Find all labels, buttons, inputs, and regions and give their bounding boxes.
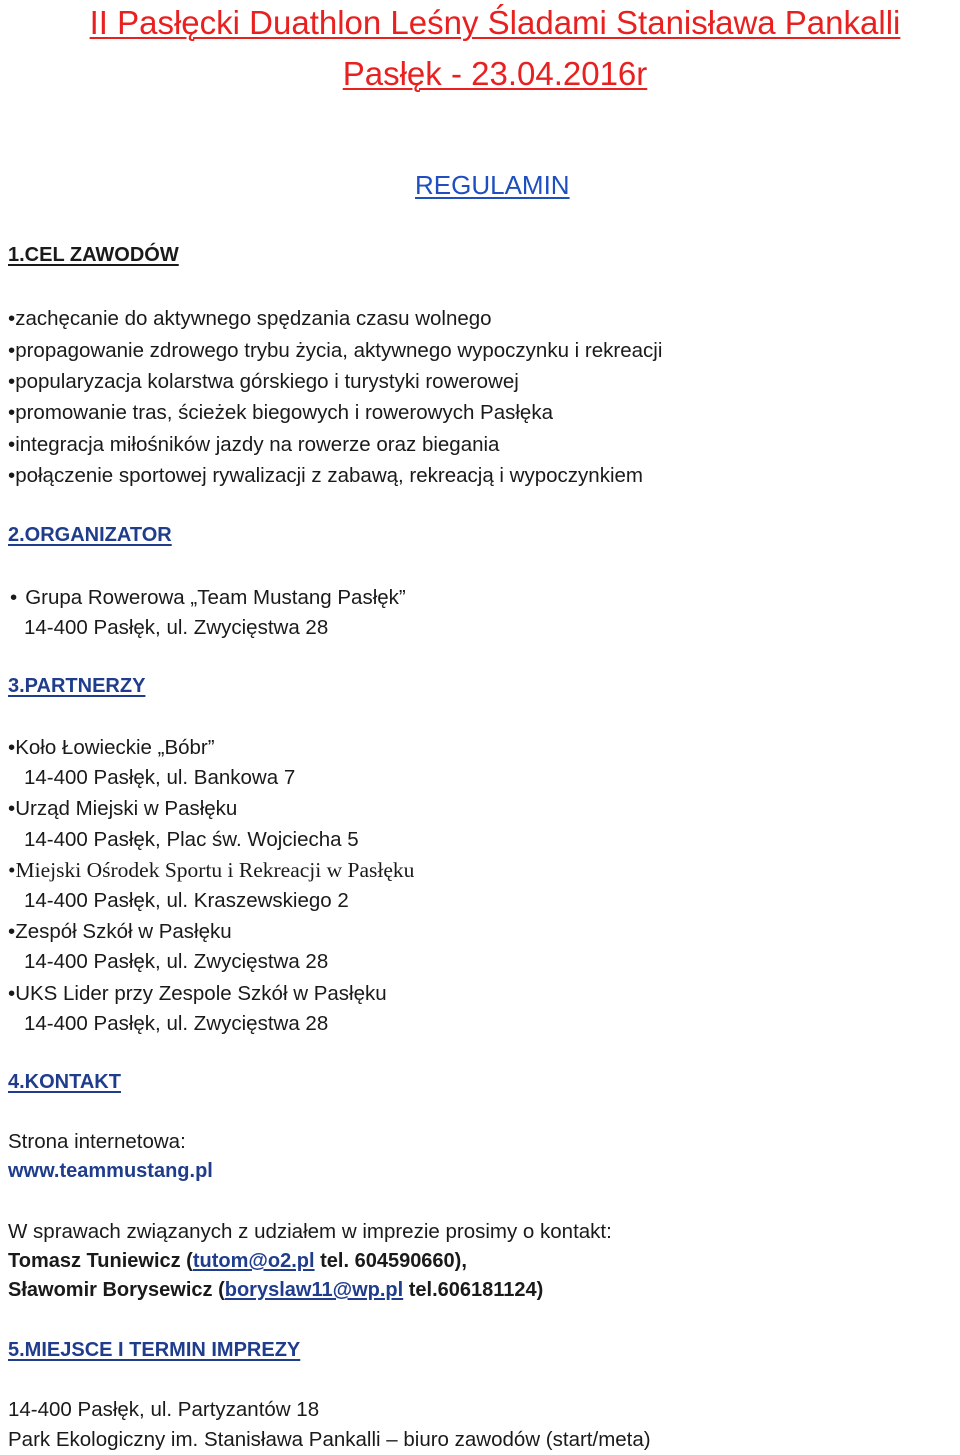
- partner-address: 14-400 Pasłęk, ul. Zwycięstwa 28: [24, 1012, 329, 1035]
- contact-line: Tomasz Tuniewicz (tutom@o2.pl tel. 604590660),: [8, 1250, 467, 1272]
- section-heading-miejsce: 5.MIEJSCE I TERMIN IMPREZY: [8, 1339, 301, 1361]
- document-subtitle-date: Pasłęk - 23.04.2016r: [342, 55, 648, 92]
- event-address: 14-400 Pasłęk, ul. Partyzantów 18: [8, 1398, 320, 1421]
- list-item: •propagowanie zdrowego trybu życia, aktywnego wypoczynku i rekreacji: [8, 339, 663, 362]
- partner-name: •UKS Lider przy Zespole Szkół w Pasłęku: [8, 982, 387, 1005]
- partner-name: •Koło Łowieckie „Bóbr”: [8, 736, 215, 759]
- list-item: •promowanie tras, ścieżek biegowych i rowerowych Pasłęka: [8, 401, 553, 424]
- partner-name: •Zespół Szkół w Pasłęku: [8, 920, 232, 943]
- regulamin-heading: REGULAMIN: [415, 170, 570, 200]
- email-link[interactable]: tutom@o2.pl: [192, 1250, 315, 1272]
- partner-name: •Miejski Ośrodek Sportu i Rekreacji w Pasłęku: [8, 858, 415, 882]
- list-item: •integracja miłośników jazdy na rowerze oraz biegania: [8, 433, 500, 456]
- list-item: •popularyzacja kolarstwa górskiego i turystyki rowerowej: [8, 370, 519, 393]
- website-label: Strona internetowa:: [8, 1130, 186, 1153]
- organizer-address: 14-400 Pasłęk, ul. Zwycięstwa 28: [24, 616, 329, 639]
- document-title: II Pasłęcki Duathlon Leśny Śladami Stanisława Pankalli: [89, 4, 901, 41]
- website-link[interactable]: www.teammustang.pl: [8, 1160, 213, 1182]
- contact-intro: W sprawach związanych z udziałem w imprezie prosimy o kontakt:: [8, 1220, 612, 1243]
- partner-address: 14-400 Pasłęk, ul. Zwycięstwa 28: [24, 950, 329, 973]
- list-item: •połączenie sportowej rywalizacji z zabawą, rekreacją i wypoczynkiem: [8, 464, 643, 487]
- list-item: •zachęcanie do aktywnego spędzania czasu wolnego: [8, 307, 492, 330]
- partner-address: 14-400 Pasłęk, Plac św. Wojciecha 5: [24, 828, 359, 851]
- partner-name: •Urząd Miejski w Pasłęku: [8, 797, 238, 820]
- section-heading-partnerzy: 3.PARTNERZY: [8, 675, 146, 697]
- organizer-name: • Grupa Rowerowa „Team Mustang Pasłęk”: [10, 586, 406, 609]
- partner-address: 14-400 Pasłęk, ul. Bankowa 7: [24, 766, 296, 789]
- section-heading-cel: 1.CEL ZAWODÓW: [8, 244, 179, 266]
- contact-line: Sławomir Borysewicz (boryslaw11@wp.pl tel.606181124): [8, 1279, 544, 1301]
- email-link[interactable]: boryslaw11@wp.pl: [224, 1279, 404, 1301]
- event-place: Park Ekologiczny im. Stanisława Pankalli – biuro zawodów (start/meta): [8, 1428, 651, 1451]
- section-heading-kontakt: 4.KONTAKT: [8, 1071, 121, 1093]
- partner-address: 14-400 Pasłęk, ul. Kraszewskiego 2: [24, 889, 349, 912]
- section-heading-organizator: 2.ORGANIZATOR: [8, 524, 172, 546]
